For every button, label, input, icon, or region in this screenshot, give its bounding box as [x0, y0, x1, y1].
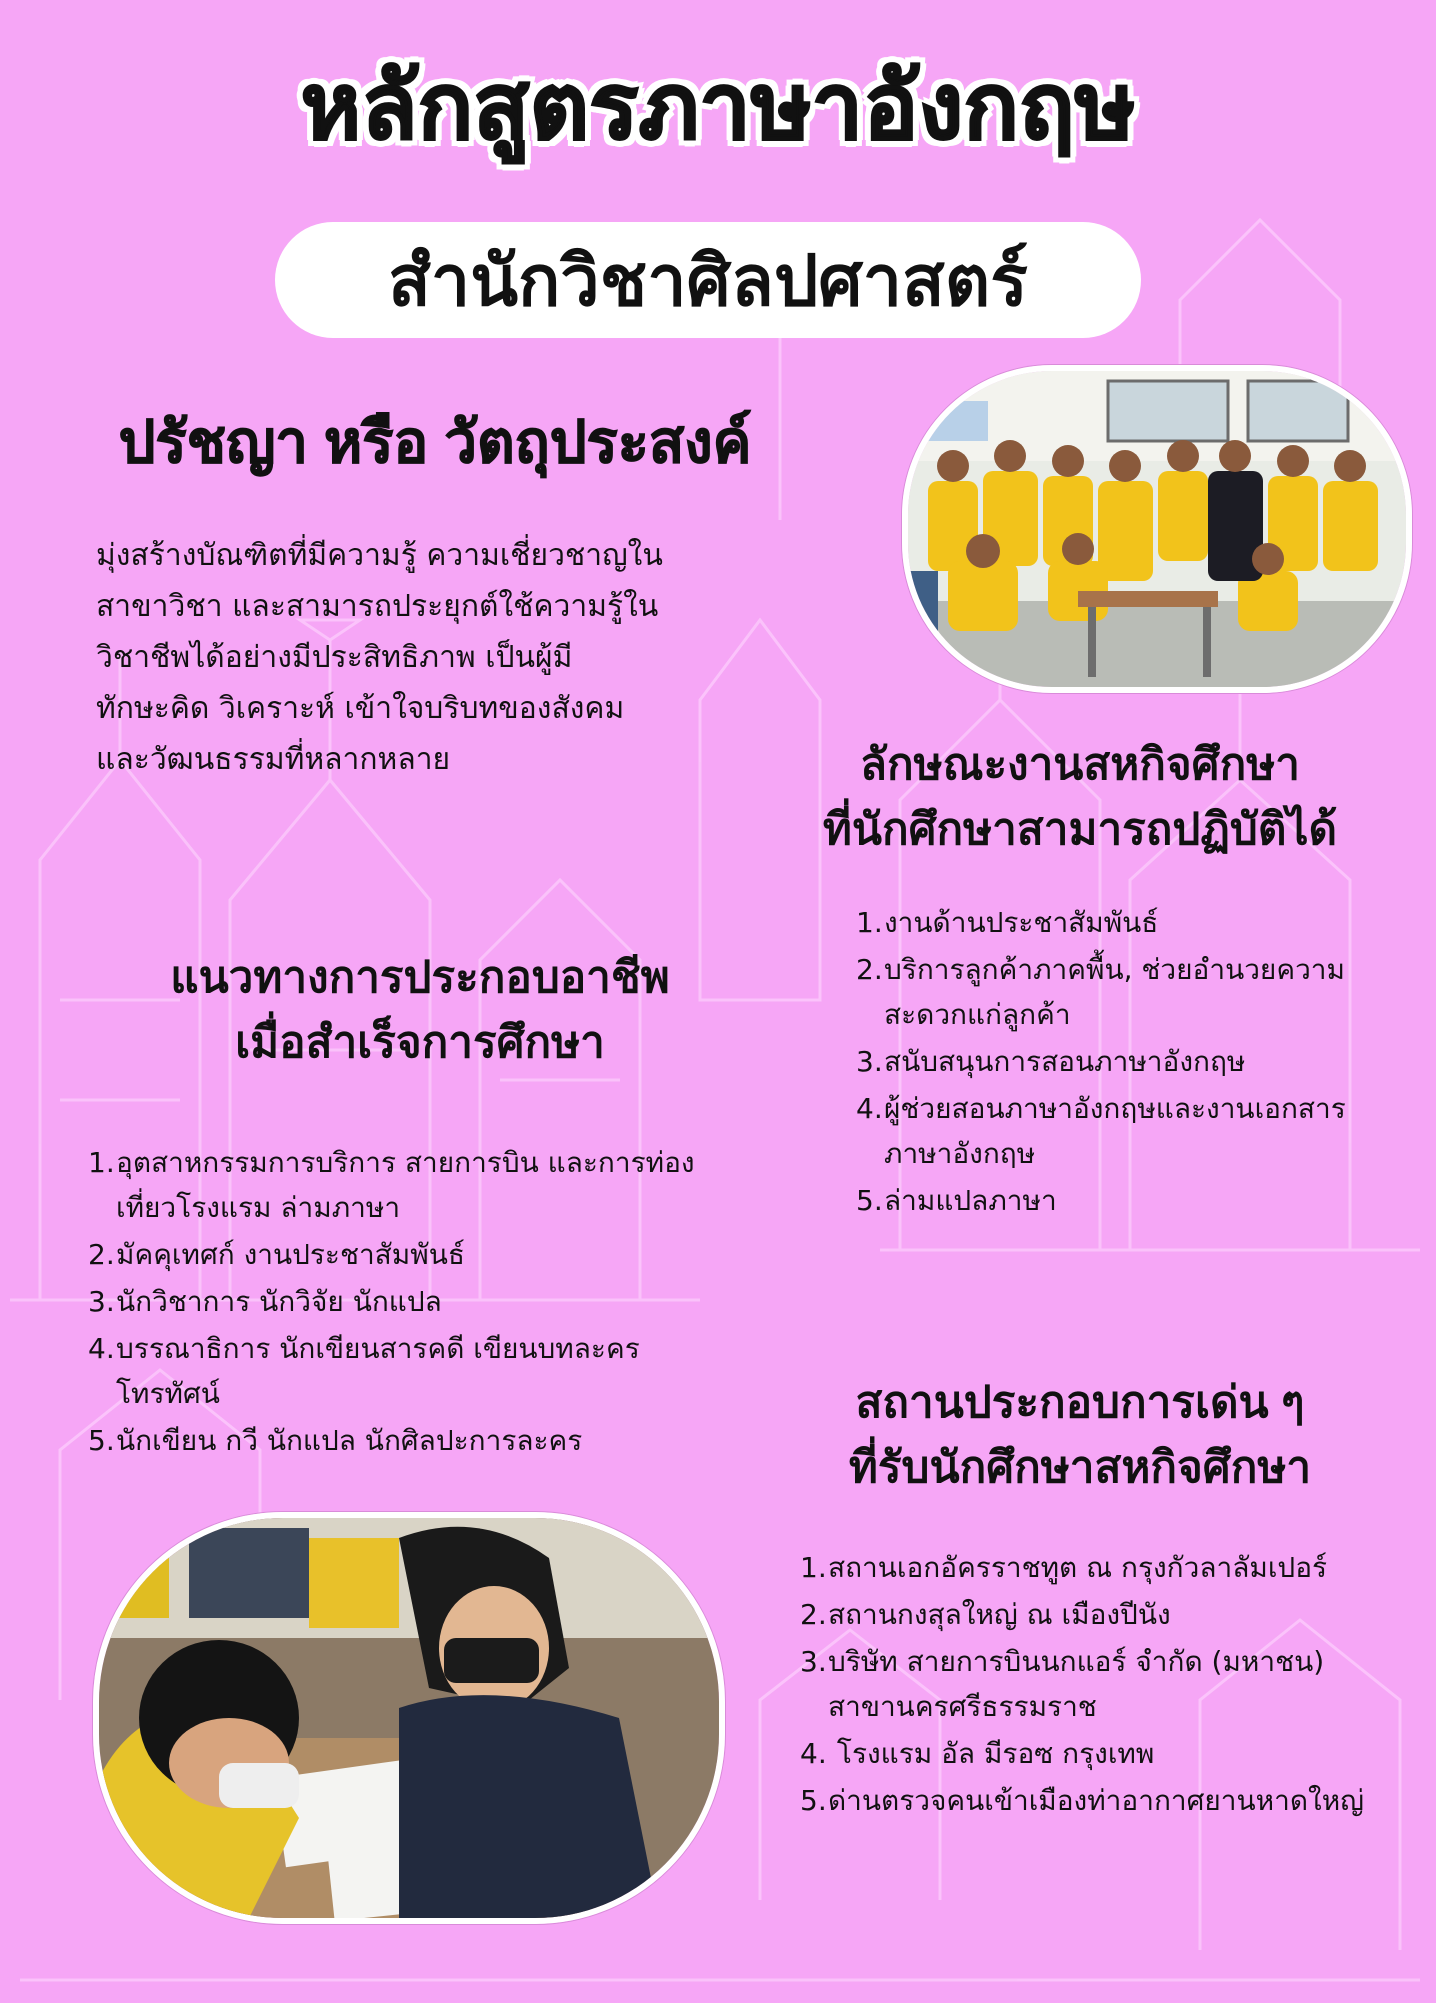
places-list: [800, 1545, 1430, 1825]
item-number: 4.: [88, 1332, 115, 1365]
coop-work-heading-line2: ที่นักศึกษาสามารถปฏิบัติได้: [822, 805, 1338, 855]
philosophy-line: สาขาวิชา และสามารถประยุกต์ใช้ความรู้ใน: [96, 589, 659, 624]
item-text: สถานเอกอัครราชทูต ณ กรุงกัวลาลัมเปอร์: [828, 1551, 1328, 1584]
item-continuation: โทรทัศน์: [116, 1377, 220, 1410]
item-number: 5.: [88, 1424, 115, 1457]
item-text: นักเขียน กวี นักแปล นักศิลปะการละคร: [116, 1424, 583, 1457]
item-text: อุตสาหกรรมการบริการ สายการบิน และการท่อง: [116, 1146, 695, 1179]
item-text: บริการลูกค้าภาคพื้น, ช่วยอำนวยความ: [884, 953, 1345, 986]
philosophy-line: ทักษะคิด วิเคราะห์ เข้าใจบริบทของสังคม: [96, 691, 625, 726]
item-text: สนับสนุนการสอนภาษาอังกฤษ: [884, 1045, 1246, 1078]
item-number: 3.: [800, 1645, 827, 1678]
list-item: [856, 1178, 1416, 1223]
coop-work-heading: [760, 732, 1400, 862]
item-text: บรรณาธิการ นักเขียนสารคดี เขียนบทละคร: [116, 1332, 640, 1365]
item-number: 1.: [856, 906, 883, 939]
list-item: [88, 1140, 788, 1230]
coop-work-heading-line1: ลักษณะงานสหกิจศึกษา: [860, 740, 1300, 789]
philosophy-line: วิชาชีพได้อย่างมีประสิทธิภาพ เป็นผู้มี: [96, 640, 573, 675]
list-item: [88, 1232, 788, 1277]
item-text: ด่านตรวจคนเข้าเมืองท่าอากาศยานหาดใหญ่: [828, 1784, 1365, 1817]
list-item: [88, 1279, 788, 1324]
philosophy-heading: ปรัชญา หรือ วัตถุประสงค์: [118, 410, 752, 475]
careers-list: [88, 1140, 788, 1465]
places-heading: [760, 1370, 1400, 1500]
item-text: ผู้ช่วยสอนภาษาอังกฤษและงานเอกสาร: [884, 1092, 1346, 1125]
list-item: [856, 1086, 1416, 1176]
places-heading-line1: สถานประกอบการเด่น ๆ: [855, 1378, 1305, 1427]
list-item: [800, 1778, 1430, 1823]
item-text: ล่ามแปลภาษา: [884, 1184, 1057, 1217]
item-number: 5.: [856, 1184, 883, 1217]
item-text: โรงแรม อัล มีรอซ กรุงเทพ: [828, 1737, 1155, 1770]
item-text: สถานกงสุลใหญ่ ณ เมืองปีนัง: [828, 1598, 1171, 1631]
item-continuation: สาขานครศรีธรรมราช: [828, 1690, 1097, 1723]
list-item: [800, 1731, 1430, 1776]
subtitle-pill: [275, 222, 1141, 338]
item-number: 1.: [800, 1551, 827, 1584]
careers-heading: [60, 945, 780, 1075]
item-number: 2.: [88, 1238, 115, 1271]
item-number: 5.: [800, 1784, 827, 1817]
coop-work-list: [856, 900, 1416, 1225]
students-group-photo: [902, 365, 1412, 693]
list-item: [856, 900, 1416, 945]
list-item: [800, 1639, 1430, 1729]
list-item: [88, 1418, 788, 1463]
careers-heading-line2: เมื่อสำเร็จการศึกษา: [235, 1018, 605, 1068]
item-text: นักวิชาการ นักวิจัย นักแปล: [116, 1285, 442, 1318]
item-text: มัคคุเทศก์ งานประชาสัมพันธ์: [116, 1238, 465, 1271]
item-number: 4.: [800, 1737, 827, 1770]
list-item: [88, 1326, 788, 1416]
list-item: [800, 1592, 1430, 1637]
item-number: 4.: [856, 1092, 883, 1125]
item-text: งานด้านประชาสัมพันธ์: [884, 906, 1159, 939]
item-number: 1.: [88, 1146, 115, 1179]
list-item: [856, 947, 1416, 1037]
list-item: [800, 1545, 1430, 1590]
places-heading-line2: ที่รับนักศึกษาสหกิจศึกษา: [848, 1443, 1312, 1493]
item-number: 3.: [856, 1045, 883, 1078]
item-continuation: ภาษาอังกฤษ: [884, 1137, 1036, 1170]
philosophy-line: มุ่งสร้างบัณฑิตที่มีความรู้ ความเชี่ยวชาญใน: [96, 538, 663, 573]
item-continuation: สะดวกแก่ลูกค้า: [884, 998, 1071, 1031]
students-studying-photo: [93, 1512, 725, 1924]
philosophy-line: และวัฒนธรรมที่หลากหลาย: [96, 742, 451, 777]
philosophy-paragraph: [96, 530, 776, 785]
item-text: บริษัท สายการบินนกแอร์ จำกัด (มหาชน): [828, 1645, 1325, 1678]
item-number: 2.: [856, 953, 883, 986]
main-title: หลักสูตรภาษาอังกฤษ: [300, 56, 1136, 158]
item-number: 3.: [88, 1285, 115, 1318]
subtitle-text: สำนักวิชาศิลปศาสตร์: [388, 241, 1028, 320]
list-item: [856, 1039, 1416, 1084]
item-number: 2.: [800, 1598, 827, 1631]
item-continuation: เที่ยวโรงแรม ล่ามภาษา: [116, 1191, 401, 1224]
careers-heading-line1: แนวทางการประกอบอาชีพ: [170, 953, 670, 1002]
